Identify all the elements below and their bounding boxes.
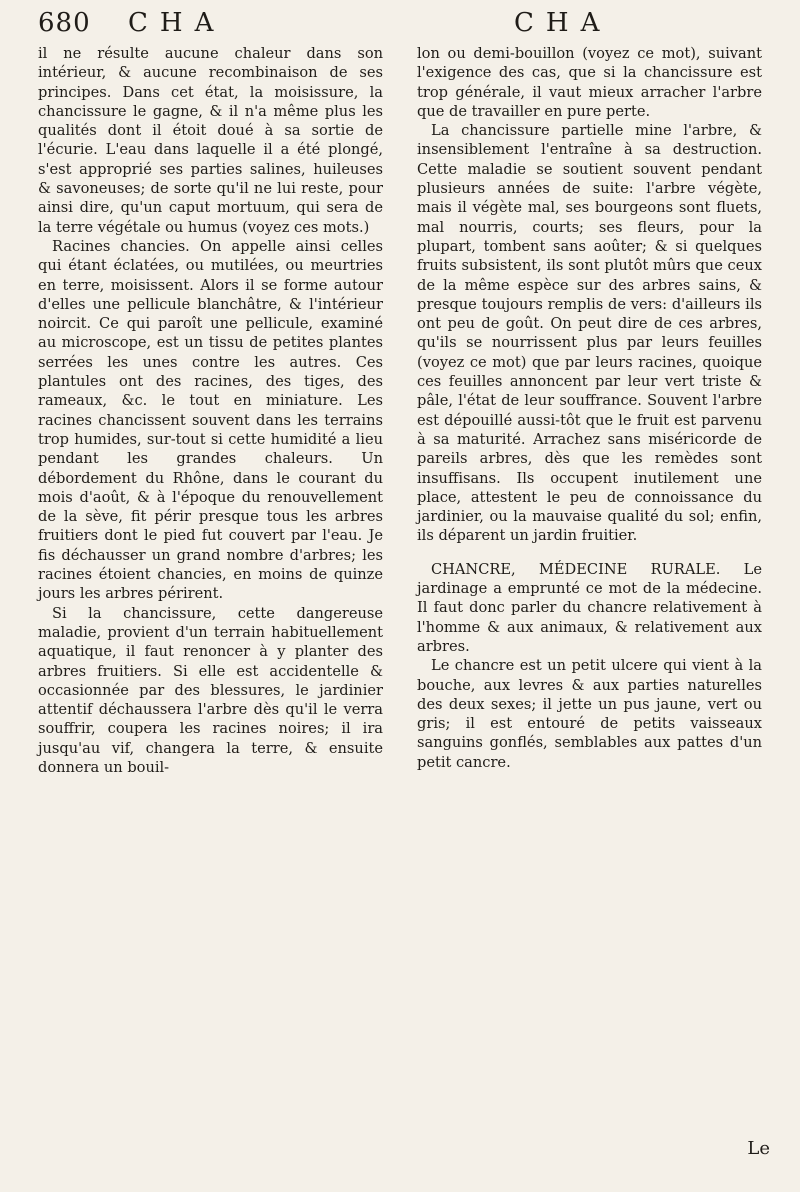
paragraph: Le chancre est un petit ulcere qui vient à la bouche, aux levres & aux parties naturelles des deux sexes; il jette un pus jaune, vert ou gris; il est entouré de petits vaisseaux sanguins gonflés, semblables aux pattes d'un petit cancre. xyxy=(417,657,762,771)
running-header xyxy=(38,6,762,42)
page-number: 680 xyxy=(38,8,91,38)
paragraph: CHANCRE, MÉDECINE RURALE. Le jardinage a emprunté ce mot de la médecine. Il faut donc parler du chancre relativement à l'homme & aux animaux, & relativement aux arbres. xyxy=(417,560,762,655)
paragraph: Racines chancies. On appelle ainsi celles qui étant éclatées, ou mutilées, ou meurtries en terre, moisissent. Alors il se forme autour d'elles une pellicule blanchâtre, & l'intérieur noircit. Ce qui paroît une pellicule, examiné au microscope, est un tissu de petites plantes serrées les unes contre les autres. Ces plantules ont des racines, des tiges, des rameaux, &c. le tout en miniature. Les racines chancissent souvent dans les terrains trop humides, sur-tout si cette humidité a lieu pendant les grandes chaleurs. Un débordement du Rhône, dans le courant du mois d'août, & à l'époque du renouvellement de la sève, fit périr presque tous les arbres fruitiers dont le pied fut couvert par l'eau. Je fis déchausser un grand nombre d'arbres; les racines étoient chancies, en moins de quinze jours les arbres périrent. xyxy=(38,237,383,603)
paragraph: il ne résulte aucune chaleur dans son intérieur, & aucune recombinaison de ses principes. Dans cet état, la moisissure, la chancissure le gagne, & il n'a même plus les qualités dont il étoit doué à sa sortie de l'écurie. L'eau dans laquelle il a été plongé, s'est approprié ses parties salines, huileuses & savoneuses; de sorte qu'il ne lui reste, pour ainsi dire, qu'un caput mortuum, qui sera de la terre végétale ou humus (voyez ces mots.) xyxy=(38,45,383,236)
left-running-head: CHA xyxy=(128,8,226,38)
catchword: Le xyxy=(747,1138,770,1159)
paragraph: Si la chancissure, cette dangereuse maladie, provient d'un terrain habituellement aquatique, il faut renoncer à y planter des arbres fruitiers. Si elle est accidentelle & occasionnée par des blessures, le jardinier attentif déchaussera l'arbre dès qu'il le verra souffrir, coupera les racines noires; il ira jusqu'au vif, changera la terre, & ensuite donnera un bouil- xyxy=(38,604,383,776)
right-column xyxy=(417,44,762,772)
right-running-head: CHA xyxy=(514,8,612,38)
paragraph: La chancissure partielle mine l'arbre, & insensiblement l'entraîne à sa destruction. Cette maladie se soutient souvent pendant plusieurs années de suite: l'arbre végète, mais il végète mal, ses bourgeons sont fluets, mal nourris, courts; ses fleurs, pour la plupart, tombent sans aoûter; & si quelques fruits subsistent, ils sont plutôt mûrs que ceux de la même espèce sur des arbres sains, & presque toujours remplis de vers: d'ailleurs ils ont peu de goût. On peut dire de ces arbres, qu'ils se nourrissent plus par leurs feuilles (voyez ce mot) que par leurs racines, quoique ces feuilles annoncent par leur vert triste & pâle, l'état de leur souffrance. Souvent l'arbre est dépouillé aussi-tôt que le fruit est parvenu à sa maturité. Arrachez sans miséricorde de pareils arbres, dès que les remèdes sont insuffisans. Ils occupent inutilement une place, attestent le peu de connoissance du jardinier, ou la mauvaise qualité du sol; enfin, ils déparent un jardin fruitier. xyxy=(417,122,762,545)
paragraph: lon ou demi-bouillon (voyez ce mot), suivant l'exigence des cas, que si la chancissure est trop générale, il vaut mieux arracher l'arbre que de travailler en pure perte. xyxy=(417,45,762,120)
left-column xyxy=(38,44,383,777)
